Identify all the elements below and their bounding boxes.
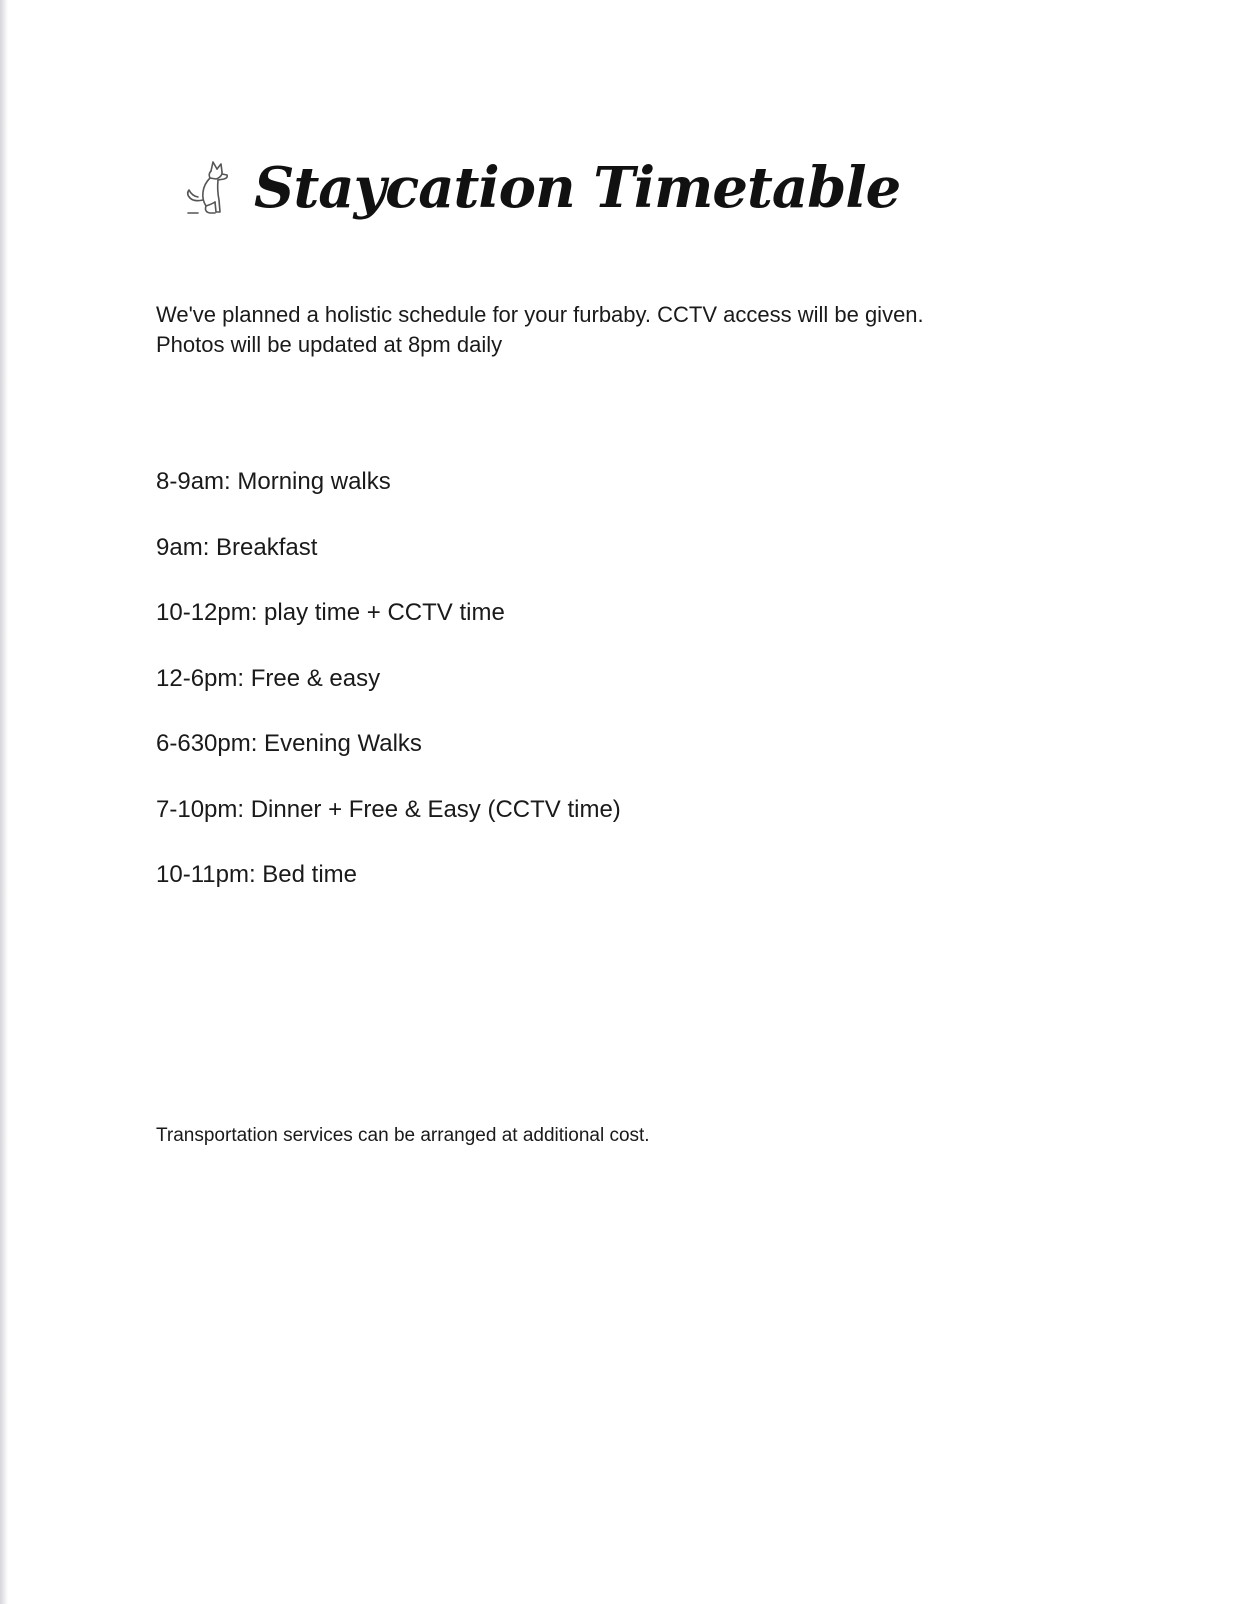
schedule-item: 6-630pm: Evening Walks [156,730,422,757]
schedule-item: 9am: Breakfast [156,533,318,561]
page-title: Staycation Timetable [254,155,901,221]
schedule-item: 12-6pm: Free & easy [156,664,381,692]
schedule-item: 10-12pm: play time + CCTV time [156,599,505,626]
schedule-item: 8-9am: Morning walks [156,468,391,495]
intro-line: We've planned a holistic schedule for your furbaby. CCTV access will be given. [156,302,924,327]
page-edge [0,0,8,1604]
schedule-item: 10-11pm: Bed time [156,861,357,888]
schedule-item: 7-10pm: Dinner + Free & Easy (CCTV time) [156,795,621,823]
schedule-list [156,467,621,926]
title-row [182,148,900,228]
intro-paragraph [156,300,1056,360]
intro-line: Photos will be updated at 8pm daily [156,332,503,357]
footnote: Transportation services can be arranged at additional cost. [156,1125,650,1146]
dog-icon [182,160,230,216]
